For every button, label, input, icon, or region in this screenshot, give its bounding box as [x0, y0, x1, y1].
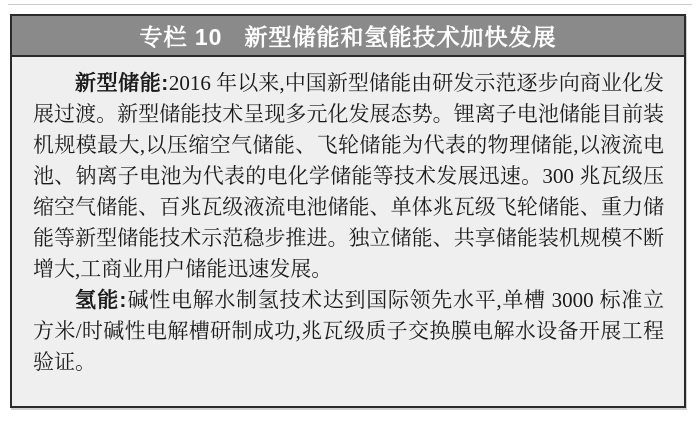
paragraph-lead-hydrogen: 氢能:: [75, 289, 127, 312]
paragraph-hydrogen: [33, 285, 664, 378]
paragraph-text-hydrogen: 碱性电解水制氢技术达到国际领先水平,单槽 3000 标准立方米/时碱性电解槽研制成功,兆瓦级质子交换膜电解水设备开展工程验证。: [33, 288, 664, 374]
column-title: 新型储能和氢能技术加快发展: [244, 24, 557, 50]
paragraph-lead-new-energy-storage: 新型储能:: [75, 72, 169, 95]
column-box-body: [12, 57, 684, 378]
paragraph-text-new-energy-storage: 2016 年以来,中国新型储能由研发示范逐步向商业化发展过渡。新型储能技术呈现多元化发展态势。锂离子电池储能目前装机规模最大,以压缩空气储能、飞轮储能为代表的物理储能,以液流电池、钠离子电池为代表的电化学储能等技术发展迅速。300 兆瓦级压缩空气储能、百兆瓦级液流电池储能、单体兆瓦级飞轮储能、重力储能等新型储能技术示范稳步推进。独立储能、共享储能装机规模不断增大,工商业用户储能迅速发展。: [33, 71, 665, 281]
column-number-label: 专栏 10: [139, 24, 223, 50]
page-scan-artifact-line: [8, 4, 692, 5]
column-box: [10, 14, 686, 408]
paragraph-new-energy-storage: [33, 68, 664, 285]
column-box-header: [12, 16, 684, 57]
